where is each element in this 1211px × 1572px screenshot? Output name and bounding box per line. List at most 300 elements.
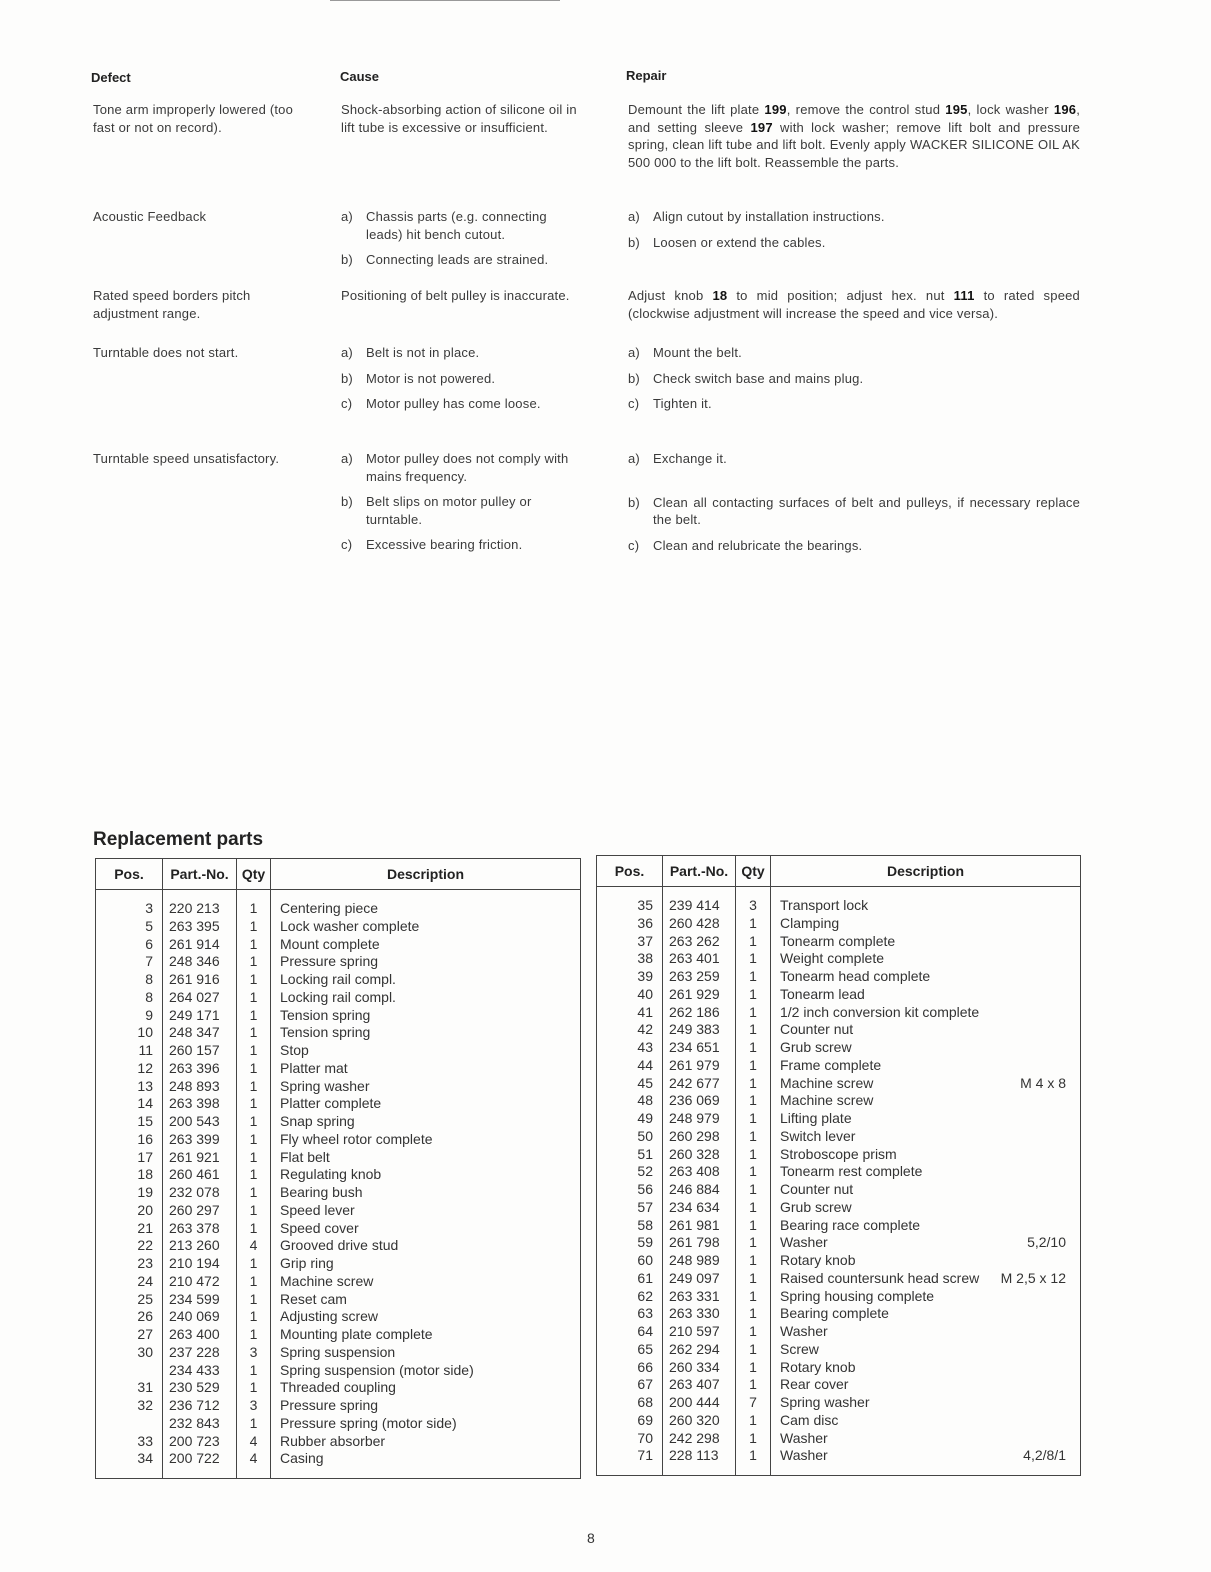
repair-item <box>628 101 1080 171</box>
pos-cell: 36 <box>597 915 663 933</box>
description-text: Tension spring <box>280 1006 371 1023</box>
part-no-cell: 260 334 <box>663 1359 736 1377</box>
description-cell <box>771 1146 1081 1164</box>
qty-cell: 1 <box>237 1415 271 1433</box>
table-row <box>597 1359 1081 1377</box>
part-no-cell: 248 347 <box>163 1024 237 1042</box>
description-cell <box>771 1021 1081 1039</box>
pos-cell: 66 <box>597 1359 663 1377</box>
qty-cell: 1 <box>237 971 271 989</box>
description-cell <box>771 1341 1081 1359</box>
table-row <box>597 1412 1081 1430</box>
cause-item <box>341 208 581 243</box>
pos-cell: 59 <box>597 1234 663 1252</box>
description-cell <box>271 1344 581 1362</box>
pos-cell: 38 <box>597 950 663 968</box>
cause-cell <box>341 208 581 277</box>
description-text: Mount complete <box>280 935 380 952</box>
cause-text: Motor pulley does not comply with mains frequency. <box>366 451 569 484</box>
qty-cell: 1 <box>736 915 771 933</box>
qty-cell: 1 <box>237 1291 271 1309</box>
table-row <box>96 953 581 971</box>
qty-cell: 1 <box>736 1199 771 1217</box>
table-row <box>597 897 1081 915</box>
description-text: Bearing complete <box>780 1305 889 1322</box>
table-row <box>597 1447 1081 1465</box>
part-no-cell: 248 979 <box>663 1110 736 1128</box>
repair-text: Demount the lift plate <box>628 102 765 117</box>
scan-edge-line <box>330 0 560 1</box>
qty-cell: 1 <box>736 1057 771 1075</box>
table-row <box>597 1004 1081 1022</box>
description-text: Washer <box>780 1234 828 1251</box>
description-cell <box>271 918 581 936</box>
table-row <box>597 1341 1081 1359</box>
repair-text: , remove the control stud <box>786 102 946 117</box>
description-text: Counter nut <box>780 1021 854 1038</box>
pos-cell: 9 <box>96 1007 163 1025</box>
part-reference: 111 <box>953 288 975 303</box>
header-row <box>96 859 581 890</box>
cause-header: Cause <box>340 69 380 84</box>
description-cell <box>271 1362 581 1380</box>
pos-cell: 51 <box>597 1146 663 1164</box>
part-no-cell: 242 677 <box>663 1075 736 1093</box>
description-cell <box>271 1273 581 1291</box>
part-no-cell: 232 843 <box>163 1415 237 1433</box>
table-row <box>96 1397 581 1415</box>
part-no-cell: 237 228 <box>163 1344 237 1362</box>
qty-cell: 1 <box>736 1412 771 1430</box>
repair-text: Clean and relubricate the bearings. <box>653 537 863 553</box>
description-text: Cam disc <box>780 1411 839 1428</box>
part-no-cell: 239 414 <box>663 897 736 915</box>
cause-cell <box>341 287 581 305</box>
pos-cell: 64 <box>597 1323 663 1341</box>
table-row <box>597 1270 1081 1288</box>
repair-text: Check switch base and mains plug. <box>653 370 864 386</box>
table-row <box>597 1430 1081 1448</box>
part-no-cell: 263 399 <box>163 1131 237 1149</box>
part-no-cell: 261 981 <box>663 1217 736 1235</box>
description-cell <box>271 1078 581 1096</box>
cause-text: Chassis parts (e.g. connecting leads) hit bench cutout. <box>366 209 547 242</box>
description-cell <box>271 1397 581 1415</box>
defect-cell: Turntable speed unsatisfactory. <box>93 451 280 466</box>
description-text: Bearing bush <box>280 1184 363 1200</box>
qty-cell: 4 <box>237 1450 271 1468</box>
description-cell <box>771 1199 1081 1217</box>
parts-table-left <box>95 858 581 1479</box>
table-row <box>96 1415 581 1433</box>
part-reference: 18 <box>712 288 728 303</box>
description-text: Grip ring <box>280 1255 334 1271</box>
qty-cell: 1 <box>736 1181 771 1199</box>
table-row <box>96 1113 581 1131</box>
description-cell <box>271 1095 581 1113</box>
description-cell <box>271 953 581 971</box>
qty-cell: 1 <box>736 1359 771 1377</box>
pos-cell: 10 <box>96 1024 163 1042</box>
part-no-cell: 220 213 <box>163 900 237 918</box>
description-cell <box>771 968 1081 986</box>
cause-text: Excessive bearing friction. <box>366 537 523 552</box>
repair-text: Loosen or extend the cables. <box>653 234 826 250</box>
part-reference: 195 <box>945 102 968 117</box>
qty-cell: 1 <box>237 1149 271 1167</box>
item-label: a) <box>341 451 353 466</box>
part-no-cell: 236 712 <box>163 1397 237 1415</box>
description-text: Platter mat <box>280 1059 348 1076</box>
part-no-cell: 213 260 <box>163 1237 237 1255</box>
qty-cell: 1 <box>736 1039 771 1057</box>
table-row <box>597 1199 1081 1217</box>
pos-cell: 67 <box>597 1376 663 1394</box>
description-text: Transport lock <box>780 897 869 913</box>
table-row <box>597 933 1081 951</box>
item-label: b) <box>628 370 640 386</box>
description-text: Grooved drive stud <box>280 1237 399 1254</box>
pos-cell: 31 <box>96 1379 163 1397</box>
part-no-cell: 261 921 <box>163 1149 237 1167</box>
repair-cell <box>628 344 1080 421</box>
table-row <box>597 1075 1081 1093</box>
pos-cell: 3 <box>96 900 163 918</box>
pos-cell: 69 <box>597 1412 663 1430</box>
description-cell <box>771 1110 1081 1128</box>
description-cell <box>771 915 1081 933</box>
part-no-cell: 200 723 <box>163 1433 237 1451</box>
pos-cell: 14 <box>96 1095 163 1113</box>
repair-cell <box>628 101 1080 171</box>
description-text: Bearing race complete <box>780 1216 921 1233</box>
qty-cell: 1 <box>237 1042 271 1060</box>
description-text: Machine screw <box>280 1272 374 1289</box>
table-row <box>96 1291 581 1309</box>
part-no-cell: 230 529 <box>163 1379 237 1397</box>
description-cell <box>771 1305 1081 1323</box>
qty-cell: 1 <box>736 1376 771 1394</box>
description-text: Spring housing complete <box>780 1287 935 1304</box>
part-no-cell: 234 599 <box>163 1291 237 1309</box>
description-text: Tonearm head complete <box>780 968 931 984</box>
qty-cell: 1 <box>736 1075 771 1093</box>
description-text: Clamping <box>780 914 840 931</box>
description-text: Regulating knob <box>280 1166 382 1183</box>
part-no-cell: 210 472 <box>163 1273 237 1291</box>
part-no-cell: 242 298 <box>663 1430 736 1448</box>
qty-cell: 4 <box>237 1237 271 1255</box>
item-label: a) <box>341 209 353 224</box>
description-cell <box>771 1075 1081 1093</box>
part-no-cell: 263 262 <box>663 933 736 951</box>
cause-item <box>341 344 581 362</box>
qty-cell: 1 <box>237 1060 271 1078</box>
qty-cell: 1 <box>237 953 271 971</box>
description-text: Weight complete <box>780 950 885 967</box>
description-cell <box>771 1376 1081 1394</box>
table-row <box>96 1095 581 1113</box>
pos-cell: 43 <box>597 1039 663 1057</box>
qty-cell: 1 <box>736 950 771 968</box>
description-header: Description <box>271 859 581 890</box>
description-cell <box>271 1149 581 1167</box>
qty-cell: 1 <box>237 1308 271 1326</box>
pos-cell: 61 <box>597 1270 663 1288</box>
part-no-cell: 260 320 <box>663 1412 736 1430</box>
table-row <box>96 1166 581 1184</box>
qty-cell: 1 <box>237 918 271 936</box>
pos-cell: 21 <box>96 1220 163 1238</box>
description-text: Washer <box>780 1323 828 1339</box>
part-no-cell: 261 914 <box>163 936 237 954</box>
table-row <box>96 989 581 1007</box>
qty-cell: 1 <box>736 1110 771 1128</box>
part-no-cell: 263 401 <box>663 950 736 968</box>
pos-cell: 60 <box>597 1252 663 1270</box>
pos-cell: 25 <box>96 1291 163 1309</box>
part-no-header: Part.-No. <box>663 856 736 887</box>
qty-cell: 1 <box>736 1146 771 1164</box>
qty-cell: 3 <box>237 1344 271 1362</box>
description-cell <box>271 1326 581 1344</box>
cause-cell <box>341 450 581 562</box>
size-spec: 5,2/10 <box>1027 1234 1066 1251</box>
pos-cell: 41 <box>597 1004 663 1022</box>
repair-text: Exchange it. <box>653 451 727 466</box>
description-cell <box>271 1433 581 1451</box>
description-cell <box>271 1291 581 1309</box>
qty-cell: 1 <box>736 1163 771 1181</box>
part-no-cell: 260 298 <box>663 1128 736 1146</box>
table-row <box>96 936 581 954</box>
repair-header: Repair <box>626 68 667 83</box>
description-cell <box>271 1415 581 1433</box>
qty-cell: 1 <box>736 1217 771 1235</box>
part-no-cell: 261 979 <box>663 1057 736 1075</box>
part-no-cell: 260 157 <box>163 1042 237 1060</box>
table-row <box>597 1394 1081 1412</box>
description-text: Pressure spring <box>280 953 379 970</box>
pos-cell: 40 <box>597 986 663 1004</box>
table-row <box>96 1220 581 1238</box>
table-row <box>597 1163 1081 1181</box>
description-cell <box>771 1181 1081 1199</box>
description-cell <box>271 971 581 989</box>
description-text: Tension spring <box>280 1024 371 1041</box>
spacer-row <box>96 890 581 901</box>
replacement-parts-title: Replacement parts <box>93 829 264 850</box>
description-cell <box>771 1217 1081 1235</box>
pos-cell: 12 <box>96 1060 163 1078</box>
cause-item <box>341 536 581 554</box>
qty-cell: 1 <box>237 1255 271 1273</box>
qty-cell: 1 <box>237 900 271 918</box>
part-no-cell: 263 408 <box>663 1163 736 1181</box>
table-row <box>96 1024 581 1042</box>
part-no-cell: 249 171 <box>163 1007 237 1025</box>
repair-item <box>628 537 1080 555</box>
repair-text: Clean all contacting surfaces of belt and pulleys, if necessary replace the belt. <box>653 494 1080 527</box>
table-row <box>96 1379 581 1397</box>
table-row <box>597 1021 1081 1039</box>
qty-cell: 1 <box>736 1288 771 1306</box>
part-no-cell: 263 396 <box>163 1060 237 1078</box>
item-label: c) <box>628 396 640 411</box>
description-text: Screw <box>780 1340 819 1357</box>
table-row <box>96 1042 581 1060</box>
table-row <box>597 968 1081 986</box>
description-text: Tonearm complete <box>780 932 896 949</box>
item-label: b) <box>341 252 353 267</box>
description-text: Machine screw <box>780 1074 874 1091</box>
part-no-cell: 249 383 <box>663 1021 736 1039</box>
repair-item <box>628 208 1080 226</box>
description-cell <box>271 1308 581 1326</box>
qty-cell: 1 <box>736 1323 771 1341</box>
pos-cell: 49 <box>597 1110 663 1128</box>
part-no-cell: 210 597 <box>663 1323 736 1341</box>
description-text: Spring suspension (motor side) <box>280 1361 474 1378</box>
description-cell <box>271 989 581 1007</box>
description-text: Raised countersunk head screw <box>780 1269 980 1286</box>
description-text: Snap spring <box>280 1113 355 1129</box>
item-label: b) <box>628 494 640 510</box>
description-cell <box>271 1184 581 1202</box>
pos-cell: 24 <box>96 1273 163 1291</box>
pos-cell: 34 <box>96 1450 163 1468</box>
qty-cell: 1 <box>736 1004 771 1022</box>
description-cell <box>771 1163 1081 1181</box>
qty-cell: 1 <box>237 1007 271 1025</box>
pos-cell: 50 <box>597 1128 663 1146</box>
pos-cell: 23 <box>96 1255 163 1273</box>
qty-cell: 1 <box>736 1021 771 1039</box>
cause-text: Motor pulley has come loose. <box>366 396 541 411</box>
qty-cell: 1 <box>736 1252 771 1270</box>
description-text: Washer <box>780 1447 828 1464</box>
part-no-cell: 263 398 <box>163 1095 237 1113</box>
table-row <box>96 1344 581 1362</box>
qty-cell: 3 <box>237 1397 271 1415</box>
table-row <box>597 986 1081 1004</box>
description-cell <box>271 1131 581 1149</box>
pos-cell: 15 <box>96 1113 163 1131</box>
description-cell <box>271 1042 581 1060</box>
description-cell <box>771 897 1081 915</box>
part-no-cell: 263 330 <box>663 1305 736 1323</box>
part-no-cell: 248 989 <box>663 1252 736 1270</box>
qty-cell: 1 <box>237 1024 271 1042</box>
pos-cell: 6 <box>96 936 163 954</box>
description-cell <box>271 1166 581 1184</box>
item-label: a) <box>628 209 640 224</box>
description-cell <box>771 933 1081 951</box>
description-cell <box>771 1359 1081 1377</box>
description-text: Pressure spring <box>280 1397 379 1413</box>
description-text: Switch lever <box>780 1127 856 1144</box>
description-text: Centering piece <box>280 900 379 916</box>
part-no-cell: 260 428 <box>663 915 736 933</box>
part-no-cell: 228 113 <box>663 1447 736 1465</box>
description-cell <box>271 1060 581 1078</box>
qty-cell: 1 <box>237 1362 271 1380</box>
description-text: Casing <box>280 1450 324 1467</box>
pos-cell: 33 <box>96 1433 163 1451</box>
part-no-header: Part.-No. <box>163 859 237 890</box>
table-row <box>597 1323 1081 1341</box>
table-row <box>597 950 1081 968</box>
pos-cell: 16 <box>96 1131 163 1149</box>
part-no-cell: 236 069 <box>663 1092 736 1110</box>
description-text: Stop <box>280 1042 309 1058</box>
pos-cell: 30 <box>96 1344 163 1362</box>
description-text: 1/2 inch conversion kit complete <box>780 1003 980 1020</box>
size-spec: M 4 x 8 <box>1020 1074 1066 1091</box>
repair-text: Tighten it. <box>653 396 712 411</box>
part-reference: 196 <box>1053 102 1077 117</box>
defect-header: Defect <box>91 70 131 85</box>
description-text: Tonearm lead <box>780 985 865 1002</box>
cause-item <box>341 287 581 305</box>
description-text: Rubber absorber <box>280 1432 386 1449</box>
table-row <box>96 1450 581 1468</box>
table-row <box>96 1202 581 1220</box>
repair-item <box>628 494 1080 529</box>
qty-cell: 1 <box>736 1234 771 1252</box>
table-row <box>597 1057 1081 1075</box>
description-cell <box>771 1288 1081 1306</box>
description-cell <box>271 1220 581 1238</box>
part-no-cell: 263 400 <box>163 1326 237 1344</box>
part-no-cell: 263 259 <box>663 968 736 986</box>
cause-item <box>341 101 581 136</box>
item-label: a) <box>628 345 640 360</box>
qty-cell: 1 <box>736 986 771 1004</box>
pos-cell: 48 <box>597 1092 663 1110</box>
description-text: Stroboscope prism <box>780 1145 897 1162</box>
qty-cell: 1 <box>237 989 271 1007</box>
description-text: Speed cover <box>280 1219 359 1236</box>
header-row <box>597 856 1081 887</box>
description-text: Lock washer complete <box>280 917 420 934</box>
description-cell <box>771 1323 1081 1341</box>
description-text: Locking rail compl. <box>280 971 396 987</box>
repair-item <box>628 370 1080 388</box>
description-cell <box>771 1039 1081 1057</box>
repair-text: Mount the belt. <box>653 345 742 360</box>
description-text: Threaded coupling <box>280 1379 396 1396</box>
table-row <box>597 1039 1081 1057</box>
qty-cell: 1 <box>736 1092 771 1110</box>
pos-cell: 71 <box>597 1447 663 1465</box>
parts-table-right <box>596 855 1081 1476</box>
description-text: Counter nut <box>780 1181 854 1197</box>
description-text: Mounting plate complete <box>280 1326 433 1342</box>
pos-cell: 19 <box>96 1184 163 1202</box>
description-cell <box>771 1412 1081 1430</box>
table-row <box>96 1433 581 1451</box>
table-row <box>597 1146 1081 1164</box>
pos-cell: 32 <box>96 1397 163 1415</box>
pos-cell: 5 <box>96 918 163 936</box>
qty-header: Qty <box>237 859 271 890</box>
part-reference: 199 <box>764 102 787 117</box>
page-number: 8 <box>587 1530 595 1546</box>
table-row <box>96 1184 581 1202</box>
table-row <box>597 1376 1081 1394</box>
qty-cell: 1 <box>237 1379 271 1397</box>
